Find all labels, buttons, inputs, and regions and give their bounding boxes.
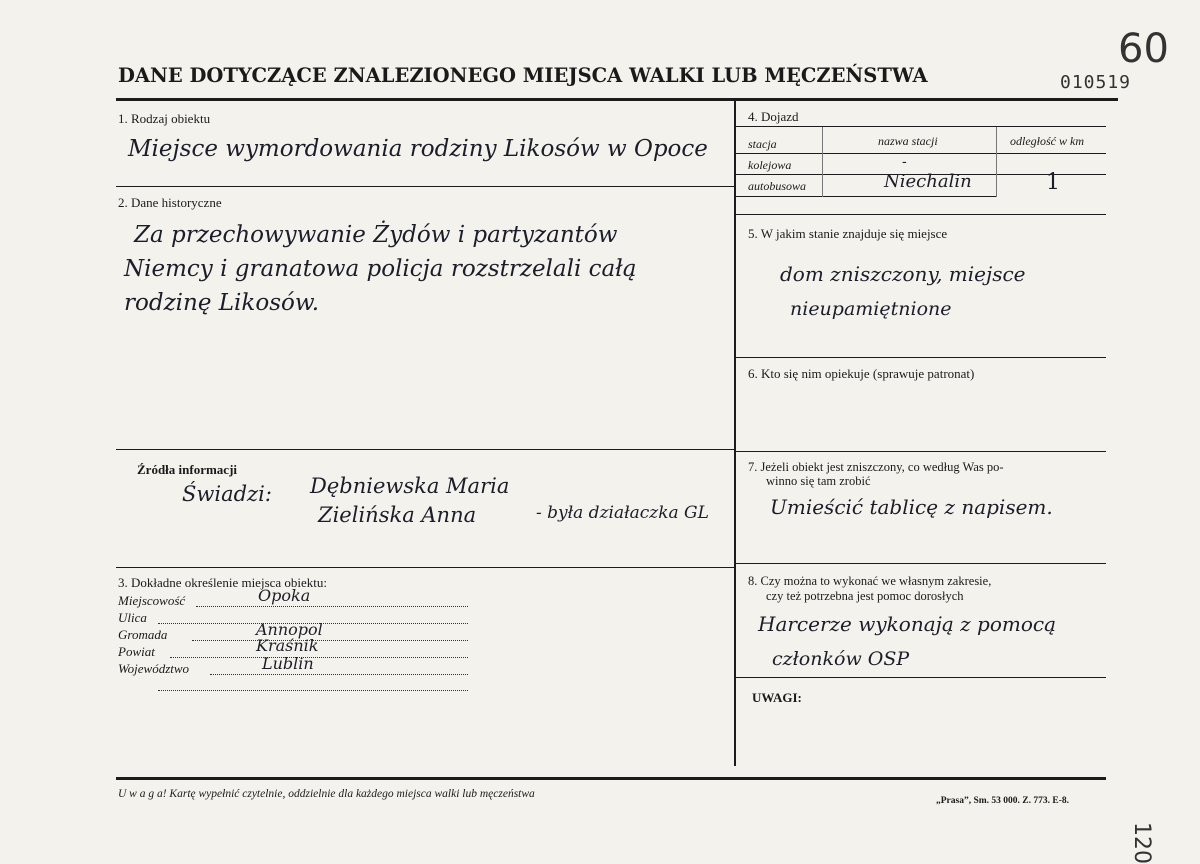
section-1-label: 1. Rodzaj obiektu xyxy=(118,111,211,126)
divider-2-sources xyxy=(116,449,736,450)
center-divider xyxy=(734,100,736,766)
field-label-powiat: Powiat xyxy=(118,644,155,659)
field-value-powiat: Kraśnik xyxy=(256,636,319,655)
row-bus-distance: 1 xyxy=(1046,170,1060,195)
field-label-gromada: Gromada xyxy=(118,627,168,642)
history-line-1: Za przechowywanie Żydów i partyzantów xyxy=(134,222,618,248)
field-label-wojewodztwo: Województwo xyxy=(118,661,190,676)
section-8-label-line-2: czy też potrzebna jest pomoc dorosłych xyxy=(766,589,964,603)
col-name-header: nazwa stacji xyxy=(878,134,938,148)
history-line-3: rodzinę Likosów. xyxy=(124,290,320,316)
field-value-wojewodztwo: Lublin xyxy=(262,654,314,673)
col-station-header: stacja xyxy=(748,137,777,151)
help-line-2: członków OSP xyxy=(772,648,910,670)
action-value: Umieścić tablicę z napisem. xyxy=(770,495,1053,519)
object-type-value: Miejsce wymordowania rodziny Likosów w Opoce xyxy=(128,136,708,162)
divider-sources-3 xyxy=(116,567,736,568)
field-label-miejscowosc: Miejscowość xyxy=(118,593,186,608)
record-number: 010519 xyxy=(1060,72,1132,93)
section-8-label-line-1: 8. Czy można to wykonać we własnym zakresie, xyxy=(748,574,992,588)
state-line-1: dom zniszczony, miejsce xyxy=(780,262,1026,286)
row-bus-label: autobusowa xyxy=(748,179,807,193)
section-2-label: 2. Dane historyczne xyxy=(118,195,222,210)
field-value-gromada: Annopol xyxy=(256,620,323,639)
source-2: Zielińska Anna xyxy=(318,503,477,527)
bottom-rule xyxy=(116,777,1106,780)
help-line-1: Harcerze wykonają z pomocą xyxy=(758,612,1056,636)
remarks-label: UWAGI: xyxy=(752,690,802,705)
divider-8-remarks xyxy=(736,677,1106,678)
sources-label: Źródła informacji xyxy=(137,462,238,477)
section-7-label-line-1: 7. Jeżeli obiekt jest zniszczony, co według Was po- xyxy=(748,460,1004,474)
section-6-label: 6. Kto się nim opiekuje (sprawuje patronat) xyxy=(748,366,975,381)
sources-prefix: Świadzi: xyxy=(182,482,272,506)
field-label-ulica: Ulica xyxy=(118,610,147,625)
footer-note: U w a g a! Kartę wypełnić czytelnie, oddzielnie dla każdego miejsca walki lub męczeństwa xyxy=(118,788,535,800)
divider-5-6 xyxy=(736,357,1106,358)
section-3-label: 3. Dokładne określenie miejsca obiektu: xyxy=(118,575,328,590)
form-title: DANE DOTYCZĄCE ZNALEZIONEGO MIEJSCA WALKI LUB MĘCZEŃSTWA xyxy=(118,64,928,87)
source-1: Dębniewska Maria xyxy=(310,474,510,498)
source-2-extra: - była działaczka GL xyxy=(536,503,709,523)
section-7-label-line-2: winno się tam zrobić xyxy=(766,474,871,488)
row-bus-name: Niechalin xyxy=(884,171,972,192)
field-value-miejscowosc: Opoka xyxy=(258,586,311,605)
row-rail-label: kolejowa xyxy=(748,158,792,172)
divider-7-8 xyxy=(736,563,1106,564)
footer-print: „Prasa”, Sm. 53 000. Z. 773. E-8. xyxy=(936,796,1069,806)
section-5-label: 5. W jakim stanie znajduje się miejsce xyxy=(748,226,948,241)
side-number: 120 xyxy=(1129,822,1154,864)
divider-1-2 xyxy=(116,186,736,187)
history-line-2: Niemcy i granatowa policja rozstrzelali całą xyxy=(124,256,637,282)
divider-6-7 xyxy=(736,451,1106,452)
row-rail-name: - xyxy=(902,154,907,170)
state-line-2: nieupamiętnione xyxy=(790,298,952,320)
col-distance-header: odległość w km xyxy=(1010,134,1084,148)
corner-number: 60 xyxy=(1118,26,1169,72)
section-4-label: 4. Dojazd xyxy=(748,109,799,124)
divider-4-5 xyxy=(736,214,1106,215)
top-rule xyxy=(116,98,1118,101)
